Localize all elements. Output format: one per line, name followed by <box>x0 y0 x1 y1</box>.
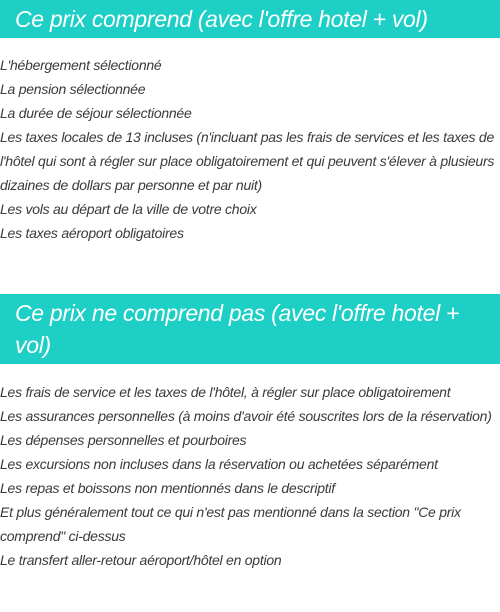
included-list <box>0 53 498 245</box>
included-section-title: Ce prix comprend (avec l'offre hotel + vol) <box>0 0 500 38</box>
list-item: Le transfert aller-retour aéroport/hôtel en option <box>0 552 282 568</box>
list-item: Les vols au départ de la ville de votre choix <box>0 201 257 217</box>
excluded-list <box>0 380 498 572</box>
list-item: La pension sélectionnée <box>0 81 146 97</box>
list-item: Les assurances personnelles (à moins d'avoir été souscrites lors de la réservation) <box>0 408 492 424</box>
list-item: Les excursions non incluses dans la réservation ou achetées séparément <box>0 456 438 472</box>
list-item: Les taxes aéroport obligatoires <box>0 225 184 241</box>
list-item: L'hébergement sélectionné <box>0 57 162 73</box>
list-item: La durée de séjour sélectionnée <box>0 105 192 121</box>
list-item: Et plus généralement tout ce qui n'est pas mentionné dans la section "Ce prix comprend" ci-dessus <box>0 504 461 544</box>
list-item: Les dépenses personnelles et pourboires <box>0 432 247 448</box>
list-item: Les repas et boissons non mentionnés dans le descriptif <box>0 480 335 496</box>
list-item: Les taxes locales de 13 incluses (n'incluant pas les frais de services et les taxes de l'hôtel qui sont à régler sur place obligatoirement et qui peuvent s'élever à plusieurs dizaines de dollars par personne et par nuit) <box>0 129 495 193</box>
list-item: Les frais de service et les taxes de l'hôtel, à régler sur place obligatoirement <box>0 384 451 400</box>
excluded-section-title: Ce prix ne comprend pas (avec l'offre hotel + vol) <box>0 294 500 364</box>
